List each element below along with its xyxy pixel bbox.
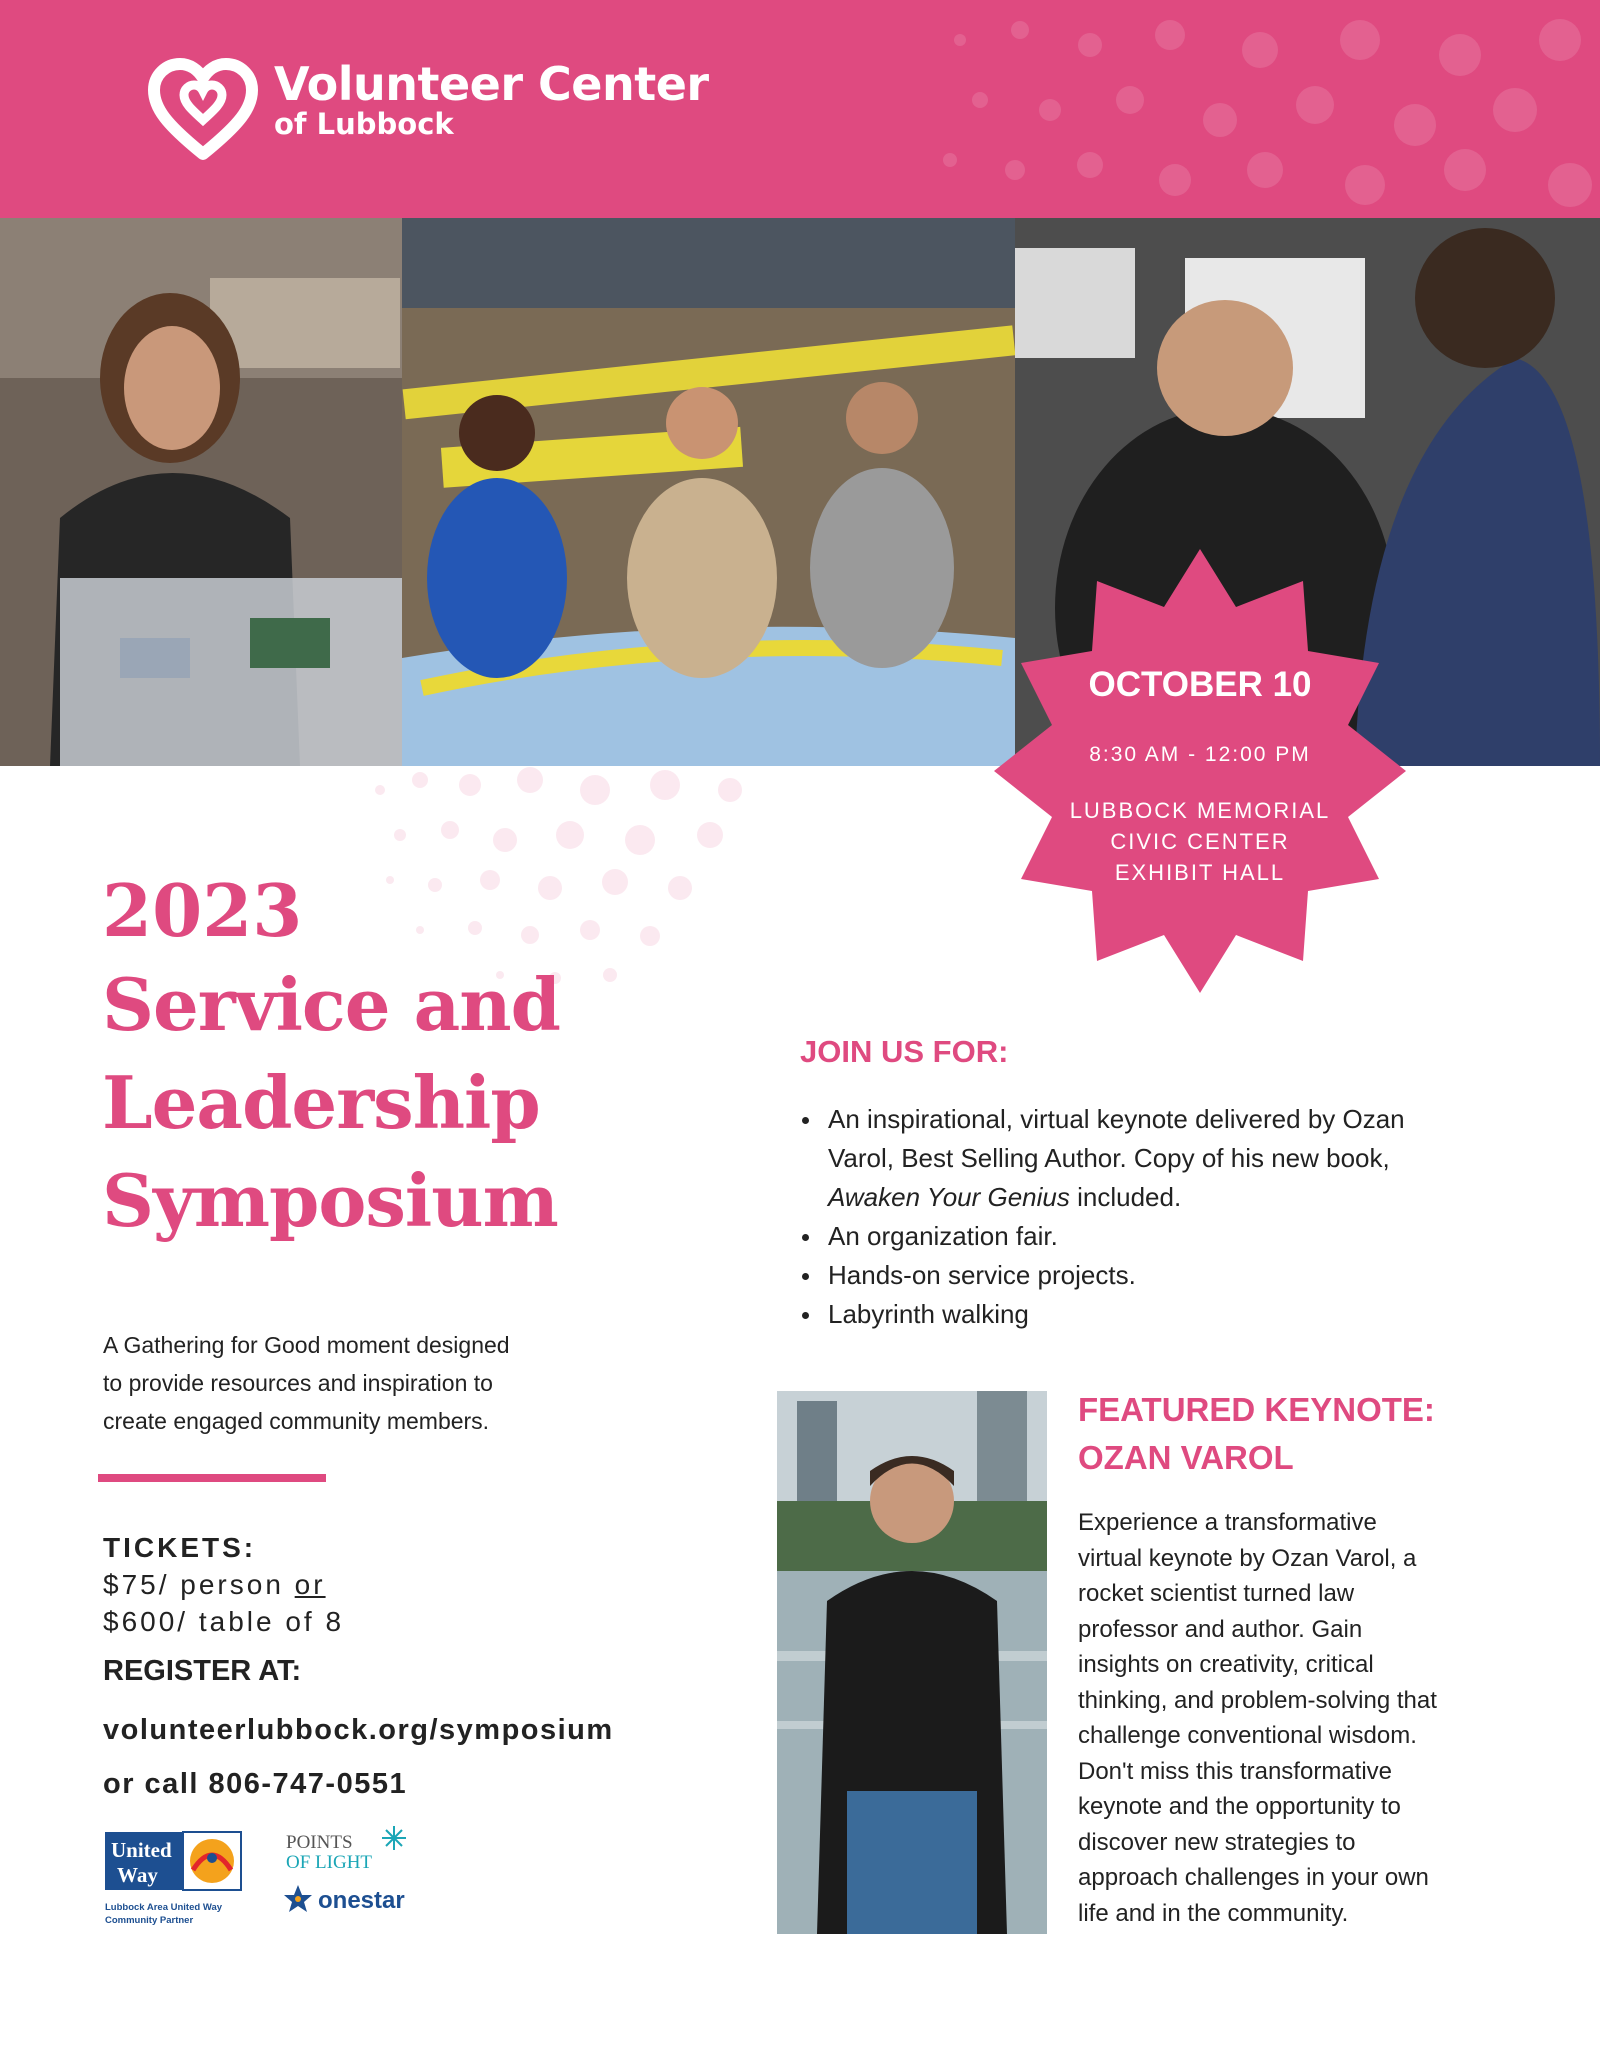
org-logo[interactable] [146, 58, 709, 162]
keynote-line: rocket scientist turned law [1078, 1580, 1355, 1607]
keynote-line: professor and author. Gain [1078, 1615, 1363, 1643]
keynote-line: keynote and the opportunity to [1078, 1793, 1401, 1820]
united-way-caption: Community Partner [105, 1915, 194, 1926]
tickets-label: TICKETS: [103, 1532, 257, 1563]
keynote-heading-line: FEATURED KEYNOTE: [1078, 1391, 1435, 1428]
keynote-line: challenge conventional wisdom. [1078, 1722, 1417, 1749]
ticket-price: $75/ person [103, 1569, 284, 1600]
speaker-photo [777, 1391, 1047, 1934]
org-name: Volunteer Center [274, 57, 709, 111]
register-link[interactable]: volunteerlubbock.org/symposium [103, 1714, 614, 1746]
join-heading: JOIN US FOR: [800, 1034, 1009, 1069]
photo-volunteers-blanket [402, 218, 1015, 766]
points-of-light-logo[interactable] [282, 1824, 422, 1924]
list-item: An organization fair. [800, 1217, 1500, 1256]
tickets-info [103, 1530, 344, 1640]
intro-line: A Gathering for Good moment designed [103, 1332, 510, 1358]
keynote-line: virtual keynote by Ozan Varol, a [1078, 1544, 1417, 1572]
decorative-dots [920, 0, 1600, 218]
intro-line: create engaged community members. [103, 1408, 490, 1434]
intro-line: to provide resources and inspiration to [103, 1370, 493, 1396]
list-item-text: Varol, Best Selling Author. Copy of his new book, [828, 1143, 1390, 1173]
event-time: 8:30 AM - 12:00 PM [1089, 743, 1311, 766]
onestar-icon [284, 1885, 312, 1912]
title-line: Symposium [102, 1158, 558, 1243]
keynote-line: Experience a transformative [1078, 1509, 1377, 1536]
keynote-line: discover new strategies to [1078, 1828, 1356, 1856]
page-title [102, 866, 662, 1250]
list-item-text: included. [1069, 1182, 1182, 1212]
united-way-word: Way [117, 1863, 158, 1887]
ticket-or: or [294, 1569, 326, 1600]
org-subtitle: of Lubbock [274, 107, 454, 141]
keynote-line: insights on creativity, critical [1078, 1651, 1374, 1678]
venue-line: LUBBOCK MEMORIAL [1069, 798, 1331, 823]
ticket-price-table: $600/ table of 8 [103, 1606, 345, 1637]
intro-text [103, 1326, 623, 1440]
event-date: OCTOBER 10 [1088, 665, 1312, 704]
join-list [800, 1100, 1500, 1334]
united-way-logo[interactable] [103, 1830, 245, 1932]
list-item [800, 1100, 1500, 1217]
venue-line: EXHIBIT HALL [1114, 860, 1286, 885]
speaker-name: OZAN VAROL [1078, 1439, 1294, 1476]
united-way-word: United [111, 1838, 172, 1862]
book-title: Awaken Your Genius [828, 1182, 1070, 1212]
keynote-line: Don't miss this transformative [1078, 1757, 1393, 1785]
title-line: Service and [102, 962, 560, 1047]
event-venue [976, 795, 1424, 888]
event-details-badge [976, 545, 1424, 997]
photo-volunteer-packing [0, 218, 402, 766]
title-year: 2023 [102, 868, 303, 953]
list-item: Labyrinth walking [800, 1295, 1500, 1334]
divider [98, 1474, 326, 1482]
keynote-heading [1078, 1386, 1435, 1482]
heart-icon [146, 58, 260, 162]
keynote-description [1078, 1505, 1518, 1931]
sparkle-icon [382, 1826, 406, 1850]
keynote-line: life and in the community. [1078, 1899, 1349, 1927]
register-phone[interactable]: or call 806-747-0551 [103, 1768, 408, 1800]
title-line: Leadership [102, 1060, 540, 1145]
keynote-line: thinking, and problem-solving that [1078, 1686, 1437, 1714]
united-way-caption: Lubbock Area United Way [105, 1902, 223, 1913]
header-banner [0, 0, 1600, 218]
list-item-text: An inspirational, virtual keynote delivered by Ozan [828, 1104, 1405, 1134]
onestar-word: onestar [318, 1887, 405, 1914]
list-item: Hands-on service projects. [800, 1256, 1500, 1295]
keynote-line: approach challenges in your own [1078, 1864, 1429, 1891]
pol-word: OF LIGHT [286, 1852, 373, 1873]
ticket-price-person [103, 1566, 344, 1603]
pol-word: POINTS [286, 1832, 353, 1853]
register-label: REGISTER AT: [103, 1655, 302, 1687]
venue-line: CIVIC CENTER [1110, 829, 1290, 854]
